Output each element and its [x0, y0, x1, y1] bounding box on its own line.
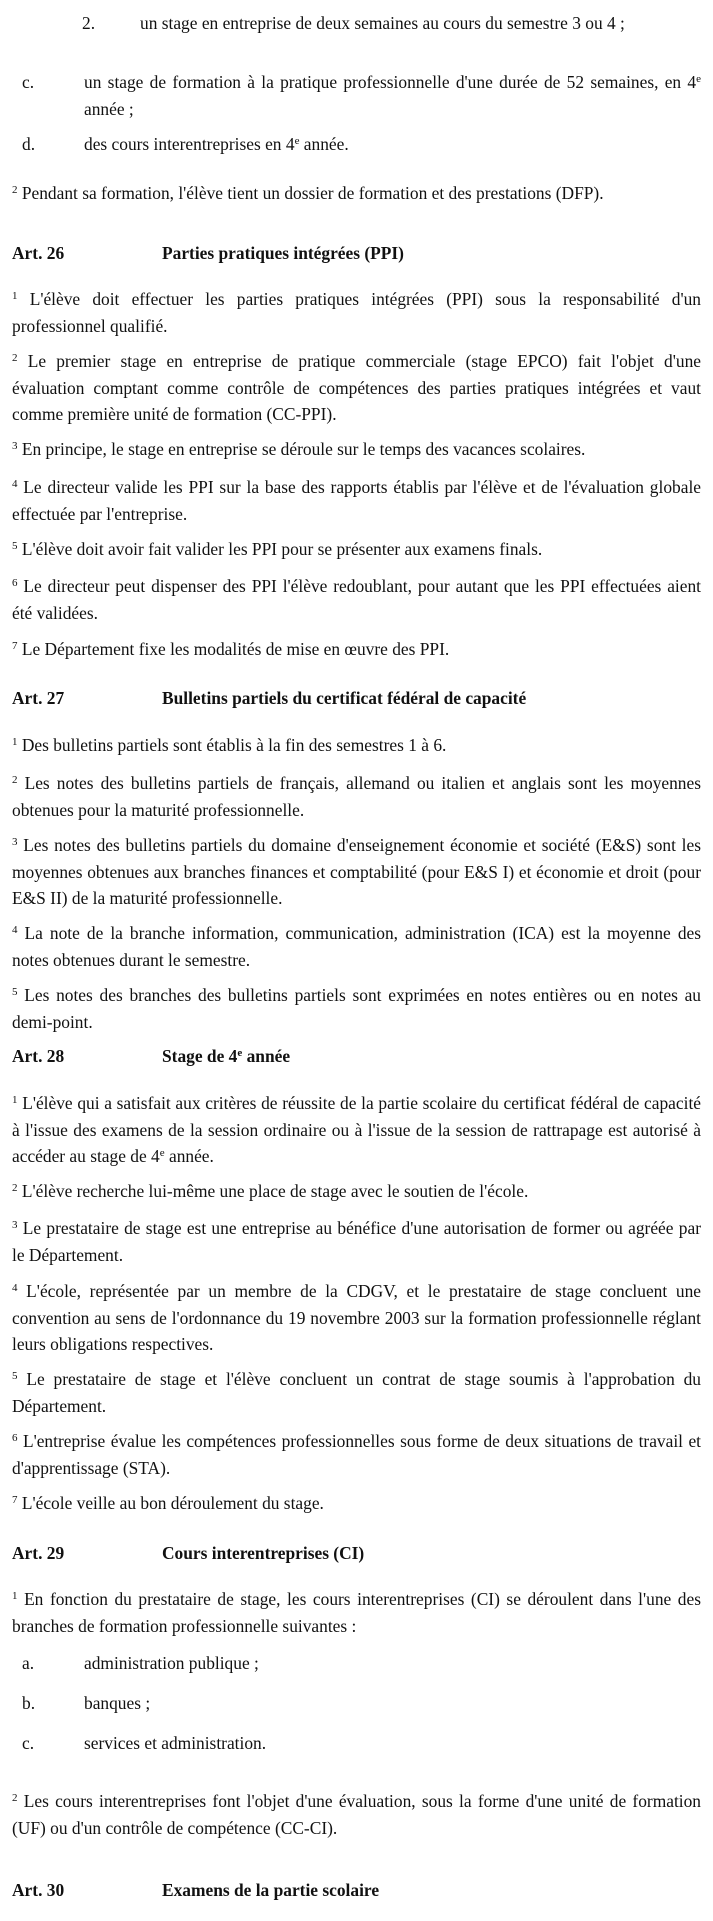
paragraph: $^5$ Les notes des branches des bulletins partiels sont exprimées en notes entières ou en notes au demi-point.	[12, 985, 701, 1032]
paragraph: $^2$ Les cours interentreprises font l'objet d'une évaluation, sous la forme d'une unité de formation (UF) ou d'un contrôle de compétence (CC-CI).	[12, 1791, 701, 1838]
paragraph: $^3$ Les notes des bulletins partiels du domaine d'enseignement économie et société (E&S) sont les moyennes obtenues aux branches finances et comptabilité (pour E&S I) et économie et droit (pour E&S II) de la maturité professionnelle.	[12, 835, 701, 908]
paragraph: $^1$ L'élève qui a satisfait aux critères de réussite de la partie scolaire du certificat fédéral de capacité à l'issue des examens de la session ordinaire ou à l'issue de la session de rattrapage est autorisé à accéder au stage de 4e année.	[12, 1093, 701, 1166]
paragraph: $^1$ En fonction du prestataire de stage, les cours interentreprises (CI) se déroulent dans l'une des branches de formation professionnelle suivantes :	[12, 1589, 701, 1636]
list-item-text: un stage de formation à la pratique professionnelle d'une durée de 52 semaines, en 4e année ;	[84, 72, 701, 119]
article-heading: Art. 27 Bulletins partiels du certificat fédéral de capacité	[12, 688, 527, 708]
list-item-letter: d.	[22, 134, 36, 154]
list-item-text: banques ;	[84, 1693, 151, 1713]
list-item-letter: c.	[22, 72, 35, 92]
paragraph: $^4$ L'école, représentée par un membre de la CDGV, et le prestataire de stage concluent une convention au sens de l'ordonnance du 19 novembre 2003 sur la formation professionnelle réglant leurs obligations respectives.	[12, 1281, 701, 1354]
article-heading: Art. 30 Examens de la partie scolaire	[12, 1880, 380, 1900]
paragraph: $^4$ La note de la branche information, communication, administration (ICA) est la moyenne des notes obtenues durant le semestre.	[12, 923, 701, 970]
list-item-letter: b.	[22, 1693, 36, 1713]
list-item-letter: a.	[22, 1653, 35, 1673]
paragraph: $^1$ L'élève doit effectuer les parties pratiques intégrées (PPI) sous la responsabilité d'un professionnel qualifié.	[12, 289, 701, 336]
paragraph: $^5$ L'élève doit avoir fait valider les PPI pour se présenter aux examens finals.	[12, 539, 543, 559]
article-heading: Art. 28 Stage de 4e année	[12, 1046, 291, 1066]
paragraph: $^2$ Pendant sa formation, l'élève tient un dossier de formation et des prestations (DFP).	[12, 183, 604, 203]
list-item-number: 2.	[82, 13, 96, 33]
paragraph: $^6$ Le directeur peut dispenser des PPI l'élève redoublant, pour autant que les PPI effectuées aient été validées.	[12, 576, 701, 623]
paragraph: $^2$ Le premier stage en entreprise de pratique commerciale (stage EPCO) fait l'objet d'une évaluation comptant comme contrôle de compétences des parties pratiques intégrées et vaut comme première unité de formation (CC-PPI).	[12, 351, 701, 424]
paragraph: $^2$ Les notes des bulletins partiels de français, allemand ou italien et anglais sont les moyennes obtenues pour la maturité professionnelle.	[12, 773, 701, 820]
paragraph: $^3$ En principe, le stage en entreprise se déroule sur le temps des vacances scolaires.	[12, 439, 586, 459]
paragraph: $^6$ L'entreprise évalue les compétences professionnelles sous forme de deux situations de travail et d'apprentissage (STA).	[12, 1431, 701, 1478]
paragraph: $^2$ L'élève recherche lui-même une place de stage avec le soutien de l'école.	[12, 1181, 529, 1201]
paragraph: $^4$ Le directeur valide les PPI sur la base des rapports établis par l'élève et de l'évaluation globale effectuée par l'entreprise.	[12, 477, 701, 524]
paragraph: $^3$ Le prestataire de stage est une entreprise au bénéfice d'une autorisation de former ou agréée par le Département.	[12, 1218, 701, 1265]
list-item-text: services et administration.	[84, 1733, 267, 1753]
list-item-letter: c.	[22, 1733, 35, 1753]
article-heading: Art. 29 Cours interentreprises (CI)	[12, 1543, 365, 1563]
paragraph: $^5$ Le prestataire de stage et l'élève concluent un contrat de stage soumis à l'approbation du Département.	[12, 1369, 701, 1416]
list-item-text: administration publique ;	[84, 1653, 259, 1673]
list-item-text: des cours interentreprises en 4e année.	[84, 134, 349, 154]
paragraph: $^1$ Des bulletins partiels sont établis à la fin des semestres 1 à 6.	[12, 735, 447, 755]
paragraph: $^7$ L'école veille au bon déroulement du stage.	[12, 1493, 324, 1513]
paragraph: $^7$ Le Département fixe les modalités de mise en œuvre des PPI.	[12, 639, 450, 659]
list-item-text: un stage en entreprise de deux semaines au cours du semestre 3 ou 4 ;	[140, 13, 625, 33]
article-heading: Art. 26 Parties pratiques intégrées (PPI)	[12, 243, 404, 263]
